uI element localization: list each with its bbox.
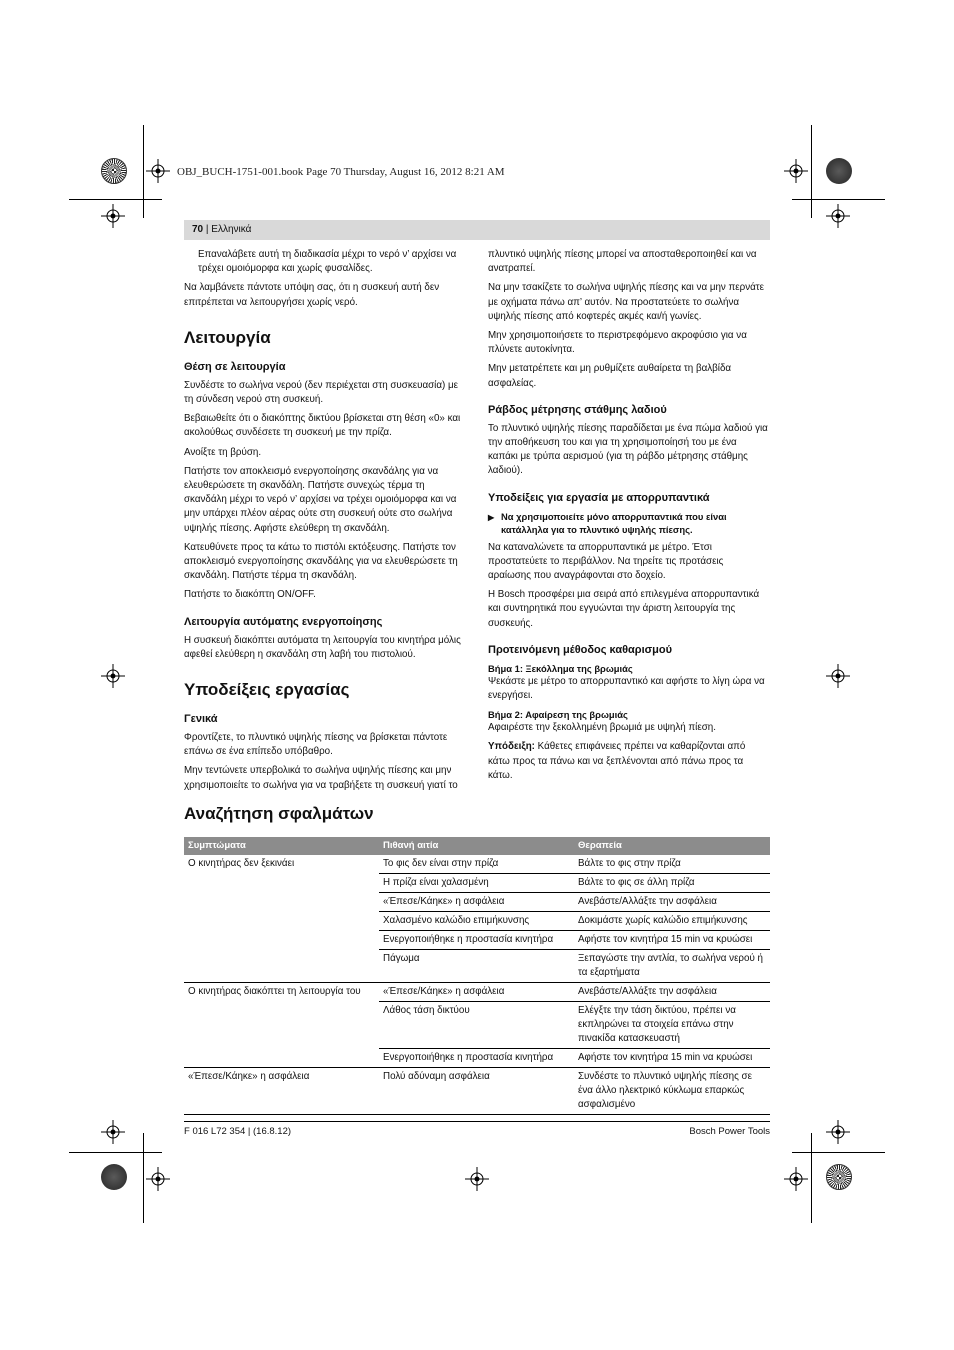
crosshair-icon	[146, 159, 170, 183]
paragraph: Μην χρησιμοποιήσετε το περιστρεφόμενο ακροφύσιο για να πλύνετε αυτοκίνητα.	[488, 330, 747, 356]
table-cell	[184, 950, 379, 983]
page-number: 70	[192, 224, 204, 235]
paragraph: Το πλυντικό υψηλής πίεσης παραδίδεται με ένα πώμα λαδιού για την αποθήκευση του και για τη χρησιμοποίησή του με ένα καπάκι με τρύπα αερισμού (για τη ράβδο μέτρησης στάθμης λαδιού).	[488, 422, 768, 477]
paragraph: Κατευθύνετε προς τα κάτω το πιστόλι εκτόξευσης. Πατήστε τον αποκλεισμό ενεργοποίησης σκανδάλης για να ελευθερώσετε τη σκανδάλη. Πατήστε τέρμα τη σκανδάλη.	[184, 541, 458, 582]
crop-line	[69, 199, 162, 200]
triangle-bullet-icon: ▶	[488, 512, 495, 522]
crosshair-icon	[101, 664, 125, 688]
crosshair-icon	[826, 204, 850, 228]
subsection-heading: Θέση σε λειτουργία	[184, 360, 286, 373]
page-header: 70 | Ελληνικά	[184, 220, 770, 240]
paragraph: Ανοίξτε τη βρύση.	[184, 446, 262, 458]
subsection-heading: Προτεινόμενη μέθοδος καθαρισμού	[488, 643, 673, 656]
page-language: Ελληνικά	[211, 224, 252, 235]
table-cell: Βάλτε το φις στην πρίζα	[574, 855, 770, 874]
table-cell	[184, 874, 379, 893]
crop-line	[792, 1152, 885, 1153]
paragraph: Ψεκάστε με μέτρο το απορρυπαντικό και αφήστε το λίγη ώρα να ενεργήσει.	[488, 675, 765, 702]
hint-label: Υπόδειξη:	[488, 741, 535, 753]
paragraph: Η Bosch προσφέρει μια σειρά από επιλεγμένα απορρυπαντικά και συντηρητικά που εγγυώνται την άριστη λειτουργία της συσκευής.	[488, 589, 760, 629]
registration-mark-icon	[826, 158, 852, 184]
paragraph: Να καταναλώνετε τα απορρυπαντικά με μέτρο. Έτσι προστατεύετε το περιβάλλον. Να τηρείτε τις προτάσεις αραίωσης που αναγράφονται στο δοχείο.	[488, 541, 724, 582]
section-heading: Λειτουργία	[184, 327, 271, 347]
paragraph: Φροντίζετε, το πλυντικό υψηλής πίεσης να βρίσκεται πάντοτε επάνω σε ένα επίπεδο υπόβαθρο.	[184, 732, 448, 758]
table-cell	[184, 931, 379, 950]
table-row	[184, 1049, 770, 1068]
paragraph: Αφαιρέστε την ξεκολλημένη βρωμιά με υψηλή πίεση.	[488, 722, 716, 734]
table-row	[184, 855, 770, 874]
table-cell: Ενεργοποιήθηκε η προστασία κινητήρα	[379, 931, 574, 950]
book-slug: OBJ_BUCH-1751-001.book Page 70 Thursday, August 16, 2012 8:21 AM	[177, 166, 505, 178]
table-cell: Βάλτε το φις σε άλλη πρίζα	[574, 874, 770, 893]
table-header-row	[184, 837, 770, 855]
crop-line	[143, 1133, 144, 1223]
crop-line	[811, 125, 812, 218]
paragraph: Μην μετατρέπετε και μη ρυθμίζετε αυθαίρετα τη βαλβίδα ασφαλείας.	[488, 363, 732, 389]
subsection-heading: Γενικά	[184, 713, 218, 726]
table-cell	[184, 1049, 379, 1068]
crosshair-icon	[784, 1167, 808, 1191]
table-cell: Ο κινητήρας διακόπτει τη λειτουργία του	[188, 986, 361, 997]
crosshair-icon	[146, 1167, 170, 1191]
crop-line	[792, 199, 885, 200]
crop-line	[143, 125, 144, 218]
table-cell: Αφήστε τον κινητήρα 15 min να κρυώσει	[574, 1049, 770, 1068]
table-cell: Ενεργοποιήθηκε η προστασία κινητήρα	[379, 1049, 574, 1068]
paragraph: Μην τεντώνετε υπερβολικά το σωλήνα υψηλής πίεσης και μην χρησιμοποιείτε το σωλήνα για να τραβήξετε τη συσκευή γιατί το	[184, 765, 458, 791]
registration-mark-icon	[101, 1164, 127, 1190]
table-cell: Αφήστε τον κινητήρα 15 min να κρυώσει	[574, 931, 770, 950]
table-cell: Χαλασμένο καλώδιο επιμήκυνσης	[379, 912, 574, 931]
crosshair-icon	[101, 1120, 125, 1144]
paragraph: Επαναλάβετε αυτή τη διαδικασία μέχρι το νερό ν’ αρχίσει να τρέχει ομοιόμορφα και χωρίς φυσαλίδες.	[198, 249, 457, 275]
column-header: Θεραπεία	[574, 837, 770, 855]
table-cell	[184, 1002, 379, 1049]
table-cell: Πάγωμα	[379, 950, 574, 983]
crosshair-icon	[465, 1167, 489, 1191]
table-row	[184, 950, 770, 983]
table-cell: «Έπεσε/Κάηκε» η ασφάλεια	[184, 1068, 379, 1115]
hint	[488, 740, 769, 783]
right-column	[488, 248, 769, 788]
table-cell: Ανεβάστε/Αλλάξτε την ασφάλεια	[574, 893, 770, 912]
crosshair-icon	[826, 664, 850, 688]
crop-line	[69, 1152, 162, 1153]
warning-bullet	[488, 510, 769, 536]
crosshair-icon	[101, 204, 125, 228]
paragraph: Να λαμβάνετε πάντοτε υπόψη σας, ότι η συσκευή αυτή δεν επιτρέπεται να λειτουργήσει χωρίς νερό.	[184, 282, 440, 308]
crop-line	[811, 1133, 812, 1223]
footer-rule	[184, 1121, 770, 1122]
paragraph: Πατήστε τον αποκλεισμό ενεργοποίησης σκανδάλης για να ελευθερώσετε τη σκανδάλη. Πατήστε συνεχώς τέρμα τη σκανδάλη μέχρι το νερό ν’ αρχίσει να τρέχει ομοιόμορφα και να μην υπάρχει πλέον αέρας ούτε στη συσκευή ούτε στο σωλήνα υψηλής πίεσης. Αφήστε ελεύθερη τη σκανδάλη.	[184, 465, 457, 534]
section-heading: Υποδείξεις εργασίας	[184, 680, 350, 700]
table-row	[184, 912, 770, 931]
paragraph: Βεβαιωθείτε ότι ο διακόπτης δικτύου βρίσκεται στη θέση «0» και ακολούθως συνδέσετε τη συσκευή με την πρίζα.	[184, 413, 461, 439]
footer-doc-code: F 016 L72 354 | (16.8.12)	[184, 1126, 292, 1137]
crosshair-icon	[784, 159, 808, 183]
table-cell: Συνδέστε το πλυντικό υψηλής πίεσης σε ένα άλλο ηλεκτρικό κύκλωμα επαρκώς ασφαλισμένο	[574, 1068, 770, 1115]
paragraph: πλυντικό υψηλής πίεσης μπορεί να αποσταθεροποιηθεί και να ανατραπεί.	[488, 249, 757, 275]
section-heading: Αναζήτηση σφαλμάτων	[184, 804, 374, 823]
step-label: Βήμα 1: Ξεκόλλημα της βρωμιάς	[488, 662, 633, 674]
paragraph: Πατήστε το διακόπτη ON/OFF.	[184, 589, 316, 601]
table-cell: Ο κινητήρας δεν ξεκινάει	[188, 858, 295, 869]
table-cell: Λάθος τάση δικτύου	[379, 1002, 574, 1049]
table-row	[184, 1068, 770, 1115]
table-cell: Η πρίζα είναι χαλασμένη	[379, 874, 574, 893]
table-row	[184, 983, 770, 1002]
paragraph: Η συσκευή διακόπτει αυτόματα τη λειτουργία του κινητήρα μόλις αφεθεί ελεύθερη η σκανδάλη στη λαβή του πιστολιού.	[184, 634, 461, 660]
table-cell: Πολύ αδύναμη ασφάλεια	[379, 1068, 574, 1115]
paragraph: Συνδέστε το σωλήνα νερού (δεν περιέχεται στη συσκευασία) με τη σύνδεση νερού στη συσκευή.	[184, 379, 459, 406]
table-row	[184, 1002, 770, 1049]
table-cell	[184, 912, 379, 931]
paragraph: Να μην τσακίζετε το σωλήνα υψηλής πίεσης και να μην περνάτε με οχήματα πάνω απ’ αυτόν. Να προστατεύετε το σωλήνα υψηλής πίεσης από κοφτερές ακμές και/ή γωνίες.	[488, 282, 765, 322]
table-cell: Το φις δεν είναι στην πρίζα	[379, 855, 574, 874]
step-label: Βήμα 2: Αφαίρεση της βρωμιάς	[488, 709, 628, 721]
column-header: Πιθανή αιτία	[379, 837, 574, 855]
troubleshooting-table	[184, 837, 770, 1115]
registration-mark-icon	[826, 1164, 852, 1190]
table-cell: Ελέγξτε την τάση δικτύου, πρέπει να εκπληρώνει τα στοιχεία επάνω στην πινακίδα κατασκευαστή	[574, 1002, 770, 1049]
table-row	[184, 931, 770, 950]
table-row	[184, 874, 770, 893]
table-cell: Ανεβάστε/Αλλάξτε την ασφάλεια	[574, 983, 770, 1002]
subsection-heading: Υποδείξεις για εργασία με απορρυπαντικά	[488, 491, 710, 504]
table-cell: «Έπεσε/Κάηκε» η ασφάλεια	[379, 893, 574, 912]
bullet-text: Να χρησιμοποιείτε μόνο απορρυπαντικά που είναι κατάλληλα για το πλυντικό υψηλής πίεσης.	[501, 510, 727, 535]
left-column	[184, 248, 465, 798]
table-cell: «Έπεσε/Κάηκε» η ασφάλεια	[379, 983, 574, 1002]
table-cell: Δοκιμάστε χωρίς καλώδιο επιμήκυνσης	[574, 912, 770, 931]
column-header: Συμπτώματα	[184, 837, 379, 855]
table-cell: Ξεπαγώστε την αντλία, το σωλήνα νερού ή τα εξαρτήματα	[574, 950, 770, 983]
crosshair-icon	[826, 1120, 850, 1144]
subsection-heading: Λειτουργία αυτόματης ενεργοποίησης	[184, 615, 383, 628]
footer-brand: Bosch Power Tools	[689, 1126, 770, 1137]
table-cell	[184, 893, 379, 912]
table-row	[184, 893, 770, 912]
registration-mark-icon	[101, 158, 127, 184]
hint-text: Κάθετες επιφάνειες πρέπει να καθαρίζονται από κάτω προς τα πάνω και να ξεπλένονται από πάνω προς τα κάτω.	[488, 741, 746, 781]
subsection-heading: Ράβδος μέτρησης στάθμης λαδιού	[488, 403, 667, 416]
